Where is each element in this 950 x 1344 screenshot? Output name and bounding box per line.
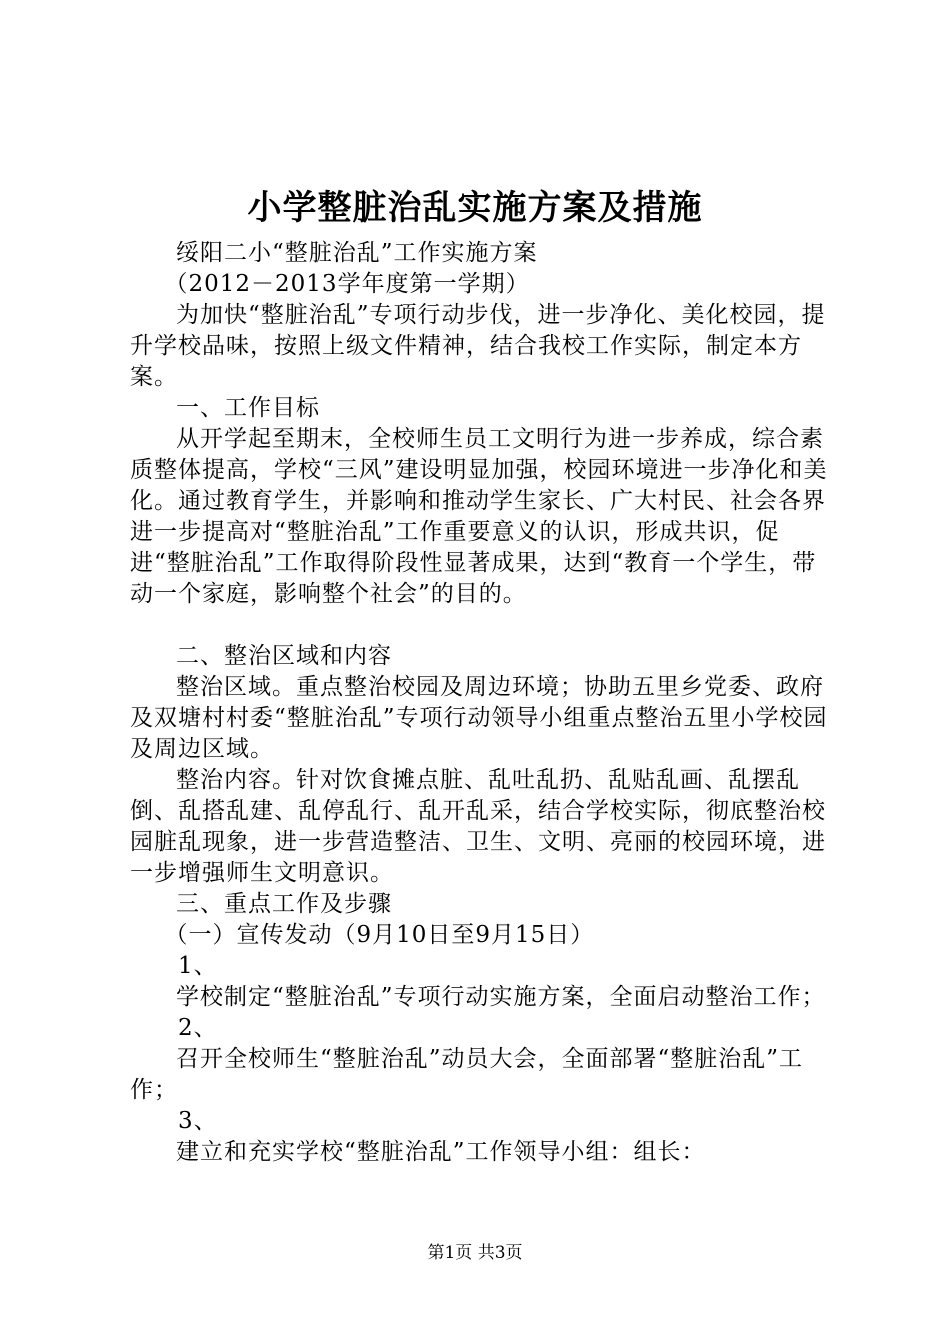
content-paragraph: 整治内容。针对饮食摊点脏、乱吐乱扔、乱贴乱画、乱摆乱倒、乱搭乱建、乱停乱行、乱开乱采，结合学校实际，彻底整治校园脏乱现象，进一步营造整洁、卫生、文明、亮丽的校园环境，进一步增强师生文明意识。: [130, 767, 826, 886]
item-number-2: 2、: [178, 1015, 218, 1041]
item-number-1: 1、: [178, 953, 218, 979]
item-text-3: 建立和充实学校“整脏治乱”工作领导小组：组长：: [176, 1139, 706, 1165]
section-heading-2: 二、整治区域和内容: [176, 643, 392, 669]
item-text-2: 召开全校师生“整脏治乱”动员大会，全面部署“整脏治乱”工作；: [130, 1046, 804, 1103]
goal-paragraph: 从开学起至期末，全校师生员工文明行为进一步养成，综合素质整体提高，学校“三风”建设明显加强，校园环境进一步净化和美化。通过教育学生，并影响和推动学生家长、广大村民、社会各界进一步提高对“整脏治乱”工作重要意义的认识，形成共识，促进“整脏治乱”工作取得阶段性显著成果，达到“教育一个学生，带动一个家庭，影响整个社会”的目的。: [130, 426, 828, 607]
area-paragraph: 整治区域。重点整治校园及周边环境；协助五里乡党委、政府及双塘村村委“整脏治乱”专项行动领导小组重点整治五里小学校园及周边区域。: [130, 674, 828, 762]
page-footer: 第1页 共3页: [427, 1243, 523, 1263]
section-heading-3: 三、重点工作及步骤: [176, 891, 392, 917]
term-line: （2012－2013学年度第一学期）: [164, 271, 530, 297]
intro-paragraph: 为加快“整脏治乱”专项行动步伐，进一步净化、美化校园，提升学校品味，按照上级文件精神，结合我校工作实际，制定本方案。: [130, 302, 826, 390]
section-heading-1: 一、工作目标: [176, 395, 320, 421]
document-title: 小学整脏治乱实施方案及措施: [247, 188, 703, 228]
paragraph-gap: [130, 610, 830, 641]
subtitle-line: 绥阳二小“整脏治乱”工作实施方案: [176, 240, 538, 266]
item-number-3: 3、: [178, 1108, 218, 1134]
step-heading-1: （一）宣传发动（9月10日至9月15日）: [164, 922, 595, 948]
document-body: [130, 238, 830, 1168]
item-text-1: 学校制定“整脏治乱”专项行动实施方案，全面启动整治工作；: [176, 984, 826, 1010]
